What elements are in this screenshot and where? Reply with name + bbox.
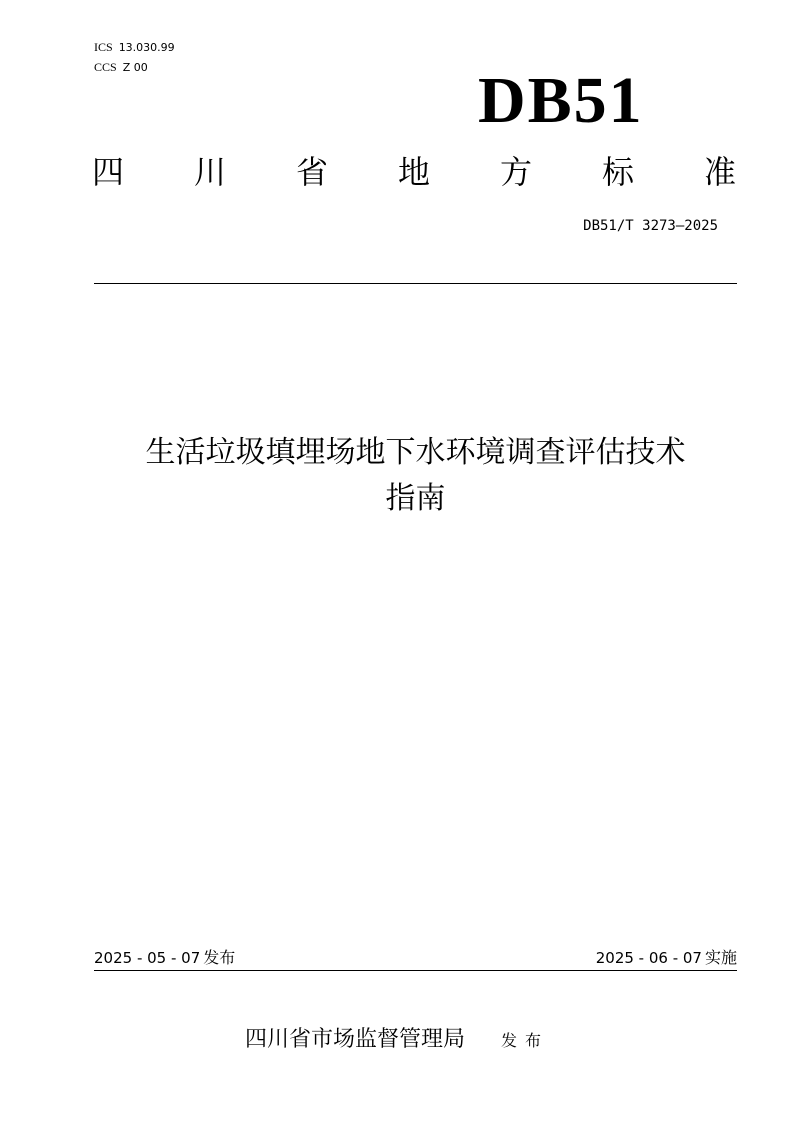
ics-code-line [94, 40, 175, 55]
issue-date-line [94, 948, 235, 968]
db51-logo: DB51 [478, 64, 644, 137]
issuing-authority: 四川省市场监督管理局 [244, 1027, 465, 1052]
bottom-divider [94, 970, 737, 971]
issue-label: 发布 [203, 948, 236, 967]
issue-date: 2025 - 05 - 07 [94, 949, 201, 967]
issuer-block [0, 1025, 794, 1056]
implement-date-line [596, 948, 737, 968]
top-divider [94, 283, 737, 284]
implement-label: 实施 [704, 948, 737, 967]
ccs-label: CCS [94, 60, 117, 74]
standard-type-char: 准 [703, 153, 736, 191]
standard-number: DB51/T 3273—2025 [583, 218, 718, 234]
ics-code: 13.030.99 [118, 41, 175, 54]
standard-type-char: 标 [601, 153, 634, 191]
standard-type-heading [90, 152, 738, 192]
standard-type-char: 地 [397, 153, 430, 191]
implement-date: 2025 - 06 - 07 [595, 949, 702, 967]
title-line-1: 生活垃圾填埋场地下水环境调查评估技术 [145, 435, 686, 470]
standard-type-char: 四 [91, 153, 124, 191]
standard-type-char: 方 [499, 153, 532, 191]
standard-type-char: 省 [295, 153, 328, 191]
ics-label: ICS [94, 40, 113, 54]
standard-type-char: 川 [193, 153, 226, 191]
ccs-code-line [94, 60, 148, 75]
ccs-code: Z 00 [122, 61, 148, 74]
title-line-2: 指南 [385, 481, 446, 516]
document-title [94, 430, 737, 522]
issue-word: 发布 [501, 1031, 550, 1050]
